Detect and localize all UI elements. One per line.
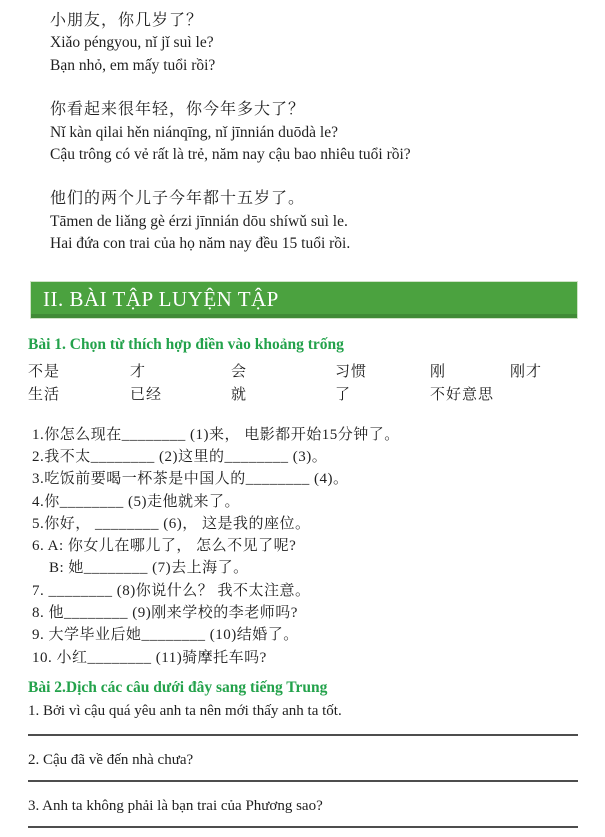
answer-line: [28, 780, 578, 782]
word-bank-cell: 不好意思: [430, 386, 495, 403]
translation-item: [0, 750, 605, 782]
fill-blank-item: 8. 他________ (9)刚来学校的李老师吗?: [32, 605, 298, 622]
word-bank-cell: 生活: [28, 386, 61, 403]
pinyin-sentence: Tāmen de liǎng gè érzi jīnnián dōu shíwǔ suì le.: [50, 212, 348, 230]
exercise1-title: Bài 1. Chọn từ thích hợp điền vào khoảng trống: [28, 335, 344, 353]
fill-blank-item: 3.吃饭前要喝一杯茶是中国人的________ (4)。: [32, 471, 349, 488]
word-bank-cell: 就: [231, 386, 248, 403]
answer-line: [28, 826, 578, 828]
dialogue-block: [50, 10, 605, 77]
chinese-sentence: 他们的两个儿子今年都十五岁了。: [50, 190, 306, 208]
word-bank-cell: 已经: [130, 386, 163, 403]
exercise2-title: Bài 2.Dịch các câu dưới đây sang tiếng Trung: [28, 678, 328, 696]
fill-blank-item: 10. 小红________ (11)骑摩托车吗?: [32, 649, 267, 666]
section-banner: II. BÀI TẬP LUYỆN TẬP: [30, 281, 578, 319]
pinyin-sentence: Xiǎo péngyou, nǐ jǐ suì le?: [50, 34, 214, 52]
translation-item: [0, 701, 605, 736]
word-bank-cell: 刚才: [510, 363, 543, 380]
dialogue-block: [50, 188, 605, 255]
vietnamese-translation: Hai đứa con trai của họ năm nay đều 15 tuổi rồi.: [50, 235, 351, 253]
fill-blank-item: 6. A: 你女儿在哪儿了， 怎么不见了呢?: [32, 538, 297, 555]
translation-item: [0, 796, 605, 828]
word-bank-cell: [510, 384, 605, 407]
chinese-sentence: 你看起来很年轻，你今年多大了？: [50, 101, 306, 119]
word-bank-cell: 了: [335, 386, 352, 403]
fill-blank-item: 4.你________ (5)走他就来了。: [32, 493, 240, 510]
word-bank-cell: 不是: [28, 363, 61, 380]
word-bank-cell: 刚: [430, 363, 447, 380]
fill-blank-item: 9. 大学毕业后她________ (10)结婚了。: [32, 627, 299, 644]
translation-sentence: 3. Anh ta không phải là bạn trai của Phương sao?: [28, 797, 323, 814]
word-bank: [28, 361, 605, 407]
translation-sentence: 2. Cậu đã về đến nhà chưa?: [28, 751, 194, 768]
exercise1-items: [32, 424, 605, 669]
answer-line: [28, 734, 578, 736]
dialogue-block: [50, 99, 605, 166]
pinyin-sentence: Nǐ kàn qilai hěn niánqīng, nǐ jīnnián duōdà le?: [50, 123, 338, 141]
vietnamese-translation: Cậu trông có vẻ rất là trẻ, năm nay cậu bao nhiêu tuổi rồi?: [50, 146, 411, 164]
vietnamese-translation: Bạn nhỏ, em mấy tuổi rồi?: [50, 56, 216, 74]
word-bank-cell: 才: [130, 363, 147, 380]
word-bank-cell: 习惯: [335, 363, 368, 380]
chinese-sentence: 小朋友，你几岁了？: [50, 12, 204, 29]
word-bank-cell: 会: [231, 363, 248, 380]
fill-blank-item: B: 她________ (7)去上海了。: [32, 560, 249, 577]
fill-blank-item: 7. ________ (8)你说什么？ 我不太注意。: [32, 582, 311, 599]
fill-blank-item: 1.你怎么现在________ (1)来， 电影都开始15分钟了。: [32, 426, 400, 443]
dialogue-section: [50, 10, 605, 256]
fill-blank-item: 5.你好， ________ (6)， 这是我的座位。: [32, 515, 311, 532]
fill-blank-item: 2.我不太________ (2)这里的________ (3)。: [32, 448, 328, 465]
translation-sentence: 1. Bởi vì cậu quá yêu anh ta nên mới thấy anh ta tốt.: [28, 702, 342, 719]
